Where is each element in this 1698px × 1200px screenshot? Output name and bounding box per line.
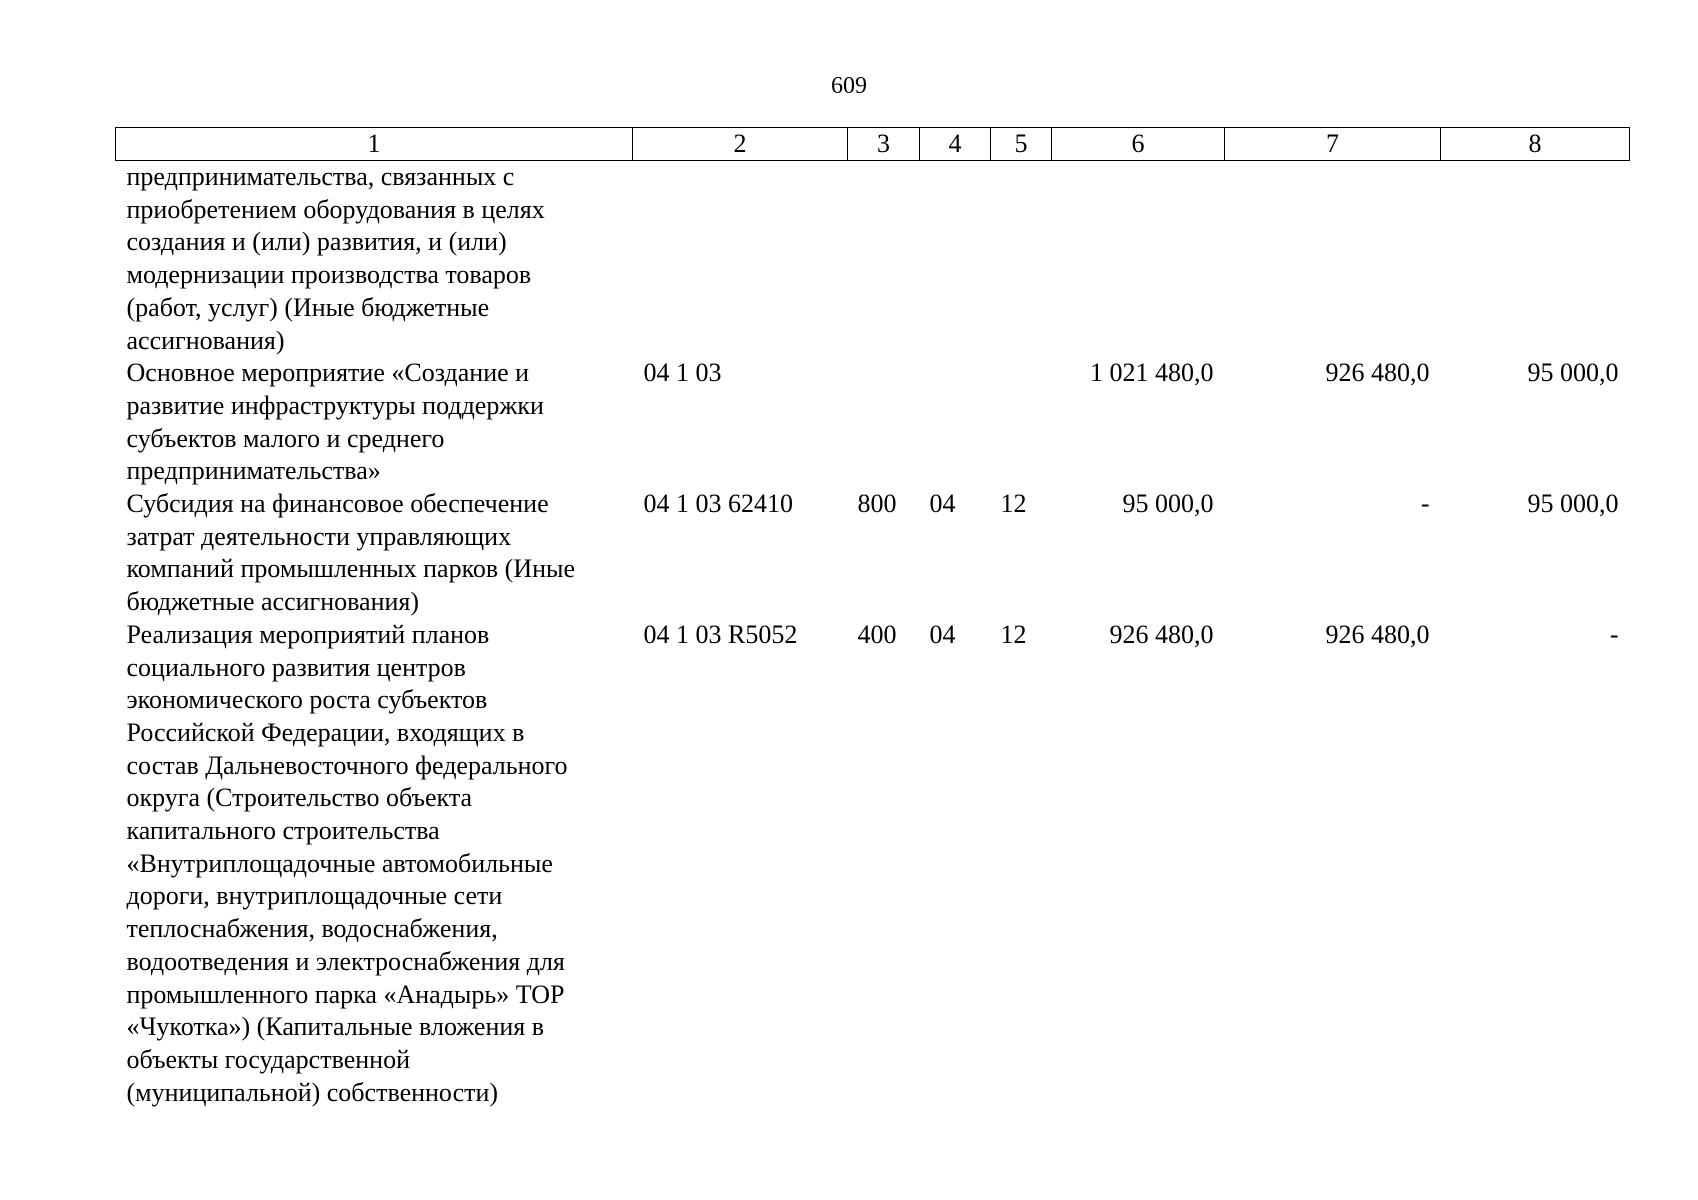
row-code: 04 1 03 62410 xyxy=(643,489,793,519)
table-row xyxy=(116,619,1630,1110)
row-col-6: 95 000,0 xyxy=(1122,489,1214,519)
name-line: ассигнования) xyxy=(126,325,285,355)
budget-table xyxy=(115,127,1630,1109)
name-line: развитие инфраструктуры поддержки xyxy=(126,390,544,420)
row-col-7 xyxy=(1225,161,1441,358)
row-name xyxy=(116,357,633,488)
header-col-1: 1 xyxy=(116,128,633,161)
row-col-8 xyxy=(1441,161,1630,358)
row-name xyxy=(116,488,633,619)
name-line: затрат деятельности управляющих xyxy=(126,521,512,551)
row-col-8: - xyxy=(1609,619,1619,649)
row-col-6: 926 480,0 xyxy=(1109,619,1214,649)
name-line: состав Дальневосточного федерального xyxy=(126,750,568,780)
row-col-4: 04 xyxy=(929,489,956,519)
name-line: модернизации производства товаров xyxy=(126,260,532,290)
page-number: 609 xyxy=(831,73,867,99)
name-line: создания и (или) развития, и (или) xyxy=(126,227,507,257)
table-row xyxy=(116,161,1630,358)
name-line: (работ, услуг) (Иные бюджетные xyxy=(126,292,490,322)
name-line: Российской Федерации, входящих в xyxy=(126,717,525,747)
row-col-3 xyxy=(848,161,920,358)
name-line: объекты государственной xyxy=(126,1044,410,1074)
row-col-4 xyxy=(920,357,991,488)
name-line: дороги, внутриплощадочные сети xyxy=(126,881,503,911)
row-col-5 xyxy=(991,161,1052,358)
name-line: «Внутриплощадочные автомобильные xyxy=(126,848,553,878)
name-line: предпринимательства, связанных с xyxy=(126,162,515,191)
name-line: Субсидия на финансовое обеспечение xyxy=(126,489,549,519)
row-col-7: - xyxy=(1420,489,1430,519)
header-col-3: 3 xyxy=(848,128,920,161)
header-col-2: 2 xyxy=(633,128,848,161)
row-name xyxy=(116,619,633,1110)
table-row xyxy=(116,488,1630,619)
name-line: Реализация мероприятий планов xyxy=(126,619,490,649)
name-line: экономического роста субъектов xyxy=(126,685,488,715)
table-row xyxy=(116,357,1630,488)
name-line: предпринимательства» xyxy=(126,456,381,486)
header-col-6: 6 xyxy=(1052,128,1225,161)
header-col-4: 4 xyxy=(920,128,991,161)
row-col-4 xyxy=(920,161,991,358)
row-col-6: 1 021 480,0 xyxy=(1090,358,1214,388)
row-col-8: 95 000,0 xyxy=(1527,489,1619,519)
name-line: Основное мероприятие «Создание и xyxy=(126,358,530,388)
name-line: компаний промышленных парков (Иные xyxy=(126,554,576,584)
row-code: 04 1 03 xyxy=(643,358,722,388)
header-col-8: 8 xyxy=(1441,128,1630,161)
row-col-4: 04 xyxy=(929,619,956,649)
name-line: субъектов малого и среднего xyxy=(126,423,445,453)
row-col-6 xyxy=(1052,161,1225,358)
row-col-5: 12 xyxy=(1000,619,1027,649)
name-line: теплоснабжения, водоснабжения, xyxy=(126,914,498,944)
name-line: водоотведения и электроснабжения для xyxy=(126,946,565,976)
row-col-8: 95 000,0 xyxy=(1527,358,1619,388)
name-line: (муниципальной) собственности) xyxy=(126,1077,499,1107)
header-col-5: 5 xyxy=(991,128,1052,161)
row-col-3: 400 xyxy=(857,619,897,649)
row-name xyxy=(116,161,633,358)
row-col-5: 12 xyxy=(1000,489,1027,519)
row-col-3 xyxy=(848,357,920,488)
name-line: промышленного парка «Анадырь» ТОР xyxy=(126,979,565,1009)
header-col-7: 7 xyxy=(1225,128,1441,161)
row-col-3: 800 xyxy=(857,489,897,519)
row-col-7: 926 480,0 xyxy=(1325,619,1430,649)
row-col-5 xyxy=(991,357,1052,488)
row-col-7: 926 480,0 xyxy=(1325,358,1430,388)
row-code xyxy=(633,161,848,358)
name-line: «Чукотка») (Капитальные вложения в xyxy=(126,1012,545,1042)
name-line: социального развития центров xyxy=(126,652,466,682)
table-header-row xyxy=(116,128,1630,161)
name-line: капитального строительства xyxy=(126,816,440,846)
row-code: 04 1 03 R5052 xyxy=(643,619,798,649)
name-line: округа (Строительство объекта xyxy=(126,783,473,813)
name-line: приобретением оборудования в целях xyxy=(126,194,545,224)
name-line: бюджетные ассигнования) xyxy=(126,587,420,617)
